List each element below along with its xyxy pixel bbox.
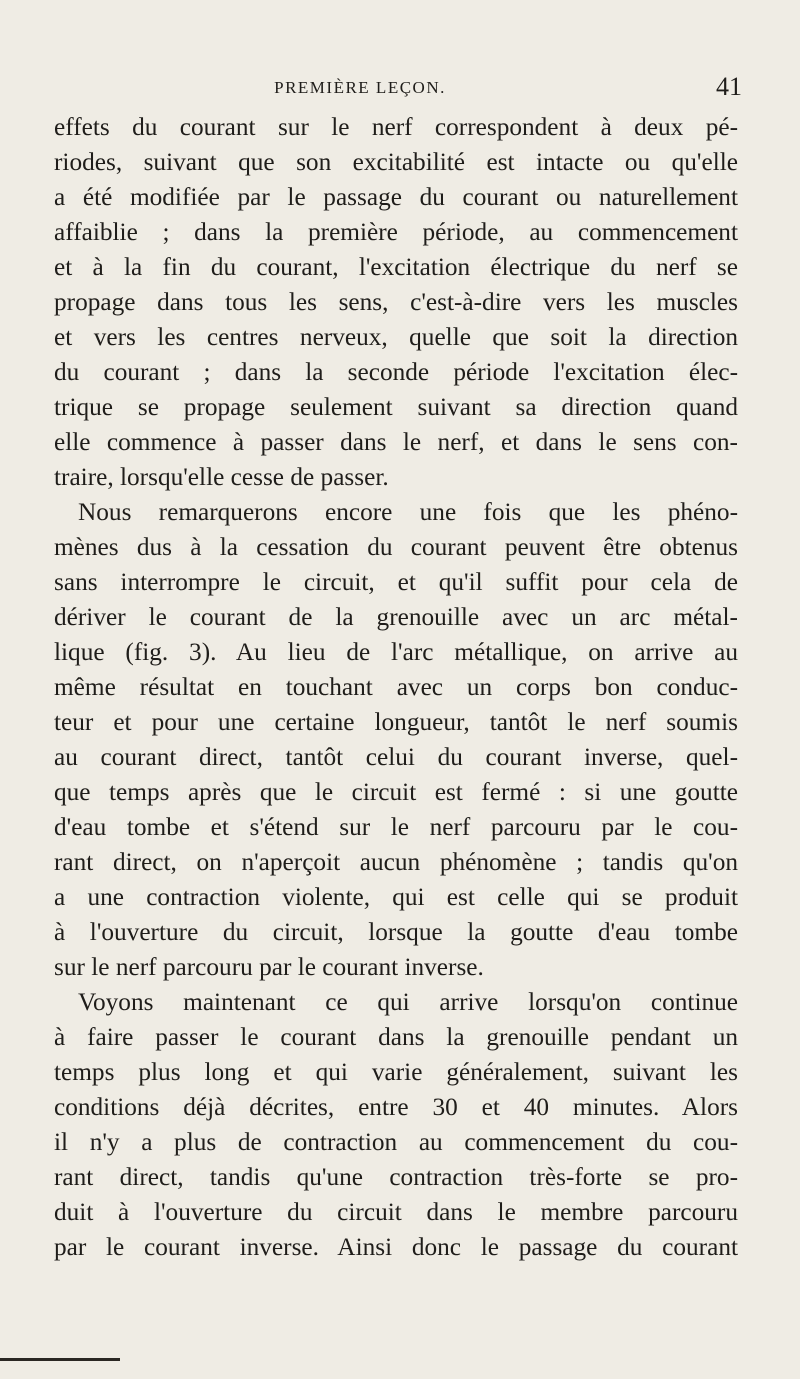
running-title: PREMIÈRE LEÇON. — [274, 78, 446, 97]
text-line: a été modifiée par le passage du courant ou naturellement — [54, 183, 738, 211]
text-line: même résultat en touchant avec un corps bon conduc- — [54, 673, 738, 701]
text-line: à l'ouverture du circuit, lorsque la goutte d'eau tombe — [54, 918, 738, 946]
text-line: affaiblie ; dans la première période, au commencement — [54, 218, 738, 246]
text-line: trique se propage seulement suivant sa direction quand — [54, 393, 738, 421]
text-line: d'eau tombe et s'étend sur le nerf parcouru par le cou- — [54, 813, 738, 841]
text-line: duit à l'ouverture du circuit dans le membre parcouru — [54, 1198, 738, 1226]
text-line: conditions déjà décrites, entre 30 et 40 minutes. Alors — [54, 1093, 738, 1121]
running-head — [0, 72, 800, 102]
text-line: propage dans tous les sens, c'est-à-dire vers les muscles — [54, 288, 738, 316]
text-line: rant direct, on n'aperçoit aucun phénomène ; tandis qu'on — [54, 848, 738, 876]
text-line: Voyons maintenant ce qui arrive lorsqu'on continue — [78, 988, 738, 1016]
text-line: teur et pour une certaine longueur, tantôt le nerf soumis — [54, 708, 738, 736]
text-line: effets du courant sur le nerf correspondent à deux pé- — [54, 113, 738, 141]
text-line: et à la fin du courant, l'excitation électrique du nerf se — [54, 253, 738, 281]
text-line: au courant direct, tantôt celui du courant inverse, quel- — [54, 743, 738, 771]
text-line: par le courant inverse. Ainsi donc le passage du courant — [54, 1233, 738, 1261]
text-line: elle commence à passer dans le nerf, et dans le sens con- — [54, 428, 738, 456]
text-line: a une contraction violente, qui est celle qui se produit — [54, 883, 738, 911]
text-line: que temps après que le circuit est fermé : si une goutte — [54, 778, 738, 806]
text-line: lique (fig. 3). Au lieu de l'arc métallique, on arrive au — [54, 638, 738, 666]
text-line: traire, lorsqu'elle cesse de passer. — [54, 463, 389, 491]
page-number: 41 — [716, 72, 742, 101]
text-line: du courant ; dans la seconde période l'excitation élec- — [54, 358, 738, 386]
text-line: temps plus long et qui varie généralement, suivant les — [54, 1058, 738, 1086]
text-line: dériver le courant de la grenouille avec un arc métal- — [54, 603, 738, 631]
page-edge-rule — [0, 1358, 120, 1361]
text-line: il n'y a plus de contraction au commencement du cou- — [54, 1128, 738, 1156]
text-line: et vers les centres nerveux, quelle que soit la direction — [54, 323, 738, 351]
text-line: mènes dus à la cessation du courant peuvent être obtenus — [54, 533, 738, 561]
body-text — [54, 110, 738, 1265]
text-line: sur le nerf parcouru par le courant inverse. — [54, 953, 484, 981]
text-line: sans interrompre le circuit, et qu'il suffit pour cela de — [54, 568, 738, 596]
text-line: Nous remarquerons encore une fois que les phéno- — [78, 498, 738, 526]
text-line: riodes, suivant que son excitabilité est intacte ou qu'elle — [54, 148, 738, 176]
text-line: rant direct, tandis qu'une contraction très-forte se pro- — [54, 1163, 738, 1191]
text-line: à faire passer le courant dans la grenouille pendant un — [54, 1023, 738, 1051]
